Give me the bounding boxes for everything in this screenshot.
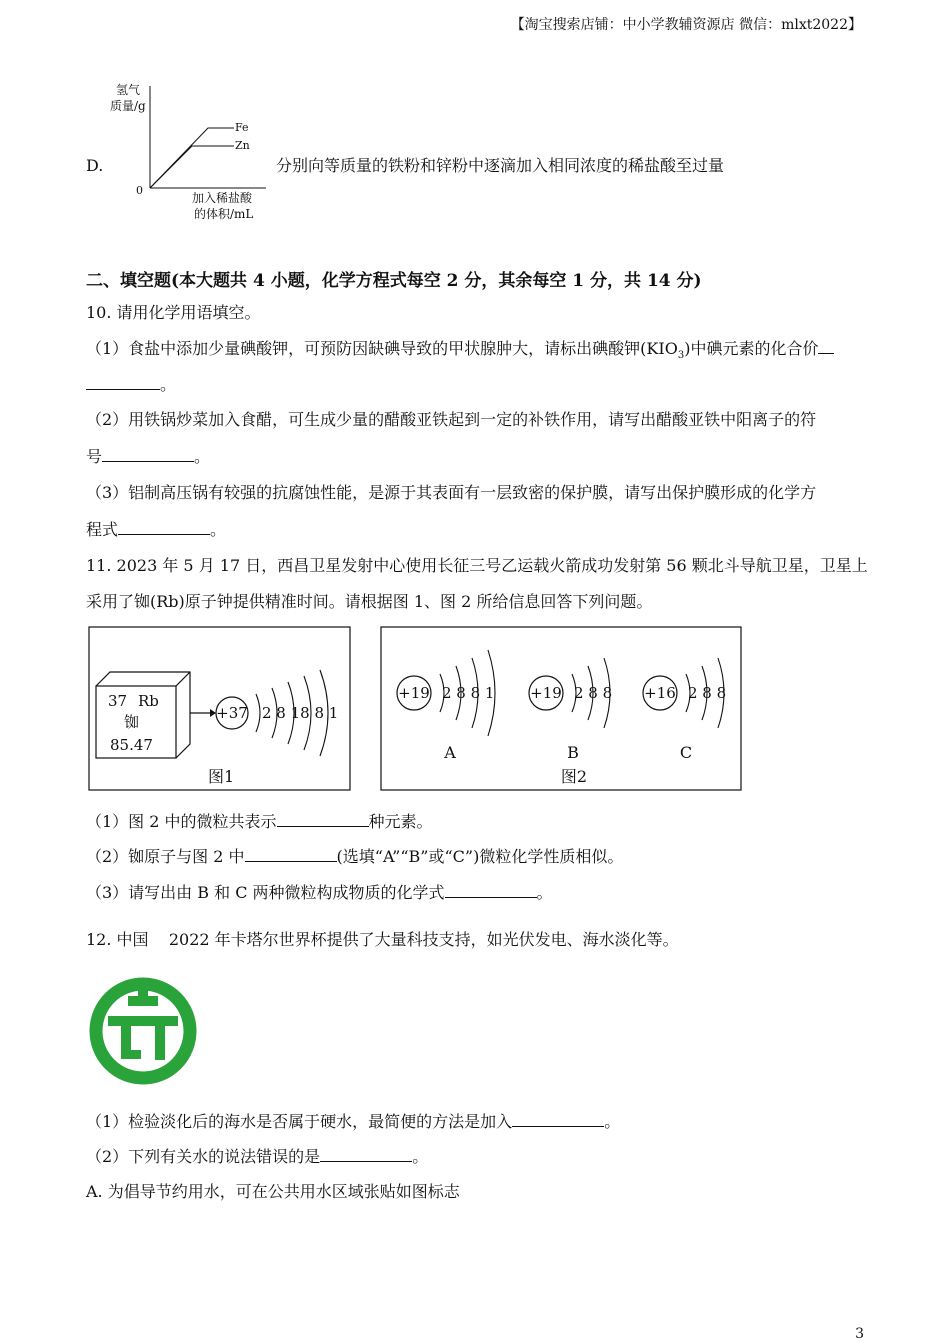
particle-c-nucleus-text: +16 [644,684,676,702]
figure-1-caption: 图1 [208,767,235,786]
rb-nucleus-text: +37 [216,704,248,722]
graph-label-fe: Fe [235,121,249,134]
q11-line2: 采用了铷(Rb)原子钟提供精准时间。请根据图 1、图 2 所给信息回答下列问题。 [86,592,653,611]
q11-sub1 [86,812,433,832]
figure-1 [88,626,352,792]
q10-part1-subscript: 3 [677,350,685,362]
element-name: 铷 [124,713,140,731]
q10-part1-end: 。 [160,375,177,394]
q12-stem: 12. 中国 2022 年卡塔尔世界杯提供了大量科技支持，如光伏发电、海水淡化等。 [86,930,679,949]
graph-y-label-2: 质量/g [110,99,146,113]
particle-c-shells: 2 8 8 [688,684,727,702]
q10-stem: 10. 请用化学用语填空。 [86,303,261,322]
q10-part2-line1: （2）用铁锅炒菜加入食醋，可生成少量的醋酸亚铁起到一定的补铁作用，请写出醋酸亚铁中阳离子的符 [86,410,817,429]
section-title: 二、填空题(本大题共 4 小题，化学方程式每空 2 分，其余每空 1 分，共 14 分) [86,271,702,291]
q12-sub2-text-b: 。 [412,1147,429,1166]
option-d-description: 分别向等质量的铁粉和锌粉中逐滴加入相同浓度的稀盐酸至过量 [276,156,725,175]
q10-part3-line2 [86,520,226,540]
particle-a-shells: 2 8 8 1 [442,684,495,702]
q11-sub3-blank[interactable] [445,883,537,898]
page-number: 3 [855,1326,864,1342]
q11-sub3 [86,883,553,903]
q10-part1-text-b: )中碘元素的化合价 [684,339,819,358]
particle-b-shells: 2 8 8 [574,684,613,702]
option-d-label: D. [86,156,104,175]
q10-part1-line2 [86,375,176,395]
q10-part2-line2 [86,447,210,467]
q11-sub1-text-b: 种元素。 [368,812,433,831]
option-d-graph [106,80,266,225]
particle-b-label: B [567,743,579,762]
q11-sub1-blank[interactable] [277,812,369,827]
q10-part3-start: 程式 [86,520,119,539]
q10-part3-end: 。 [210,520,227,539]
figure-2-caption: 图2 [560,767,588,786]
water-saving-logo-icon [88,976,198,1086]
graph-x-label-2: 的体积/mL [194,207,254,221]
q10-part1-line1 [86,339,834,366]
q10-part2-blank[interactable] [102,447,194,462]
header-store-text: 【淘宝搜索店铺：中小学教辅资源店 微信：mlxt2022】 [510,17,862,33]
graph-line-fe [150,128,234,188]
q11-sub2 [86,847,623,867]
q11-sub2-text-a: （2）铷原子与图 2 中 [86,847,245,866]
graph-y-label-1: 氢气 [116,83,141,97]
particle-a-nucleus-text: +19 [398,684,430,702]
q12-sub1-text-b: 。 [604,1112,621,1131]
q12-sub1-blank[interactable] [512,1112,604,1127]
q11-sub2-text-b: (选填“A”“B”或“C”)微粒化学性质相似。 [336,847,624,866]
q10-part1-blank[interactable] [86,375,160,390]
element-symbol: Rb [138,692,159,710]
q10-part3-line1: （3）铝制高压锅有较强的抗腐蚀性能，是源于其表面有一层致密的保护膜，请写出保护膜形成的化学方 [86,483,817,502]
particle-b-nucleus-text: +19 [530,684,562,702]
q11-sub2-blank[interactable] [245,847,337,862]
q12-sub2-blank[interactable] [320,1147,412,1162]
rb-shells: 2 8 18 8 1 [262,704,339,722]
q11-line1: 11. 2023 年 5 月 17 日，西昌卫星发射中心使用长征三号乙运载火箭成功发射第 56 颗北斗导航卫星，卫星上 [86,556,868,575]
q12-option-a: A. 为倡导节约用水，可在公共用水区域张贴如图标志 [86,1182,460,1201]
q10-part2-end: 。 [194,447,211,466]
q11-sub3-text-a: （3）请写出由 B 和 C 两种微粒构成物质的化学式 [86,883,445,902]
graph-line-zn [150,146,234,188]
graph-origin: 0 [136,184,143,197]
q12-sub1-text-a: （1）检验淡化后的海水是否属于硬水，最简便的方法是加入 [86,1112,513,1131]
arrow-head [210,709,216,717]
graph-label-zn: Zn [235,139,250,152]
q10-part1-blank-start[interactable] [818,339,834,354]
q11-sub3-text-b: 。 [536,883,553,902]
element-mass: 85.47 [110,736,153,754]
q10-part2-start: 号 [86,447,103,466]
q12-sub1 [86,1112,620,1132]
figure-2 [380,626,744,792]
q12-sub2-text-a: （2）下列有关水的说法错误的是 [86,1147,321,1166]
particle-a-label: A [444,743,456,762]
q12-sub2 [86,1147,428,1167]
graph-x-label-1: 加入稀盐酸 [192,191,253,205]
q11-sub1-text-a: （1）图 2 中的微粒共表示 [86,812,277,831]
particle-c-label: C [679,743,693,762]
q10-part1-text-a: （1）食盐中添加少量碘酸钾，可预防因缺碘导致的甲状腺肿大，请标出碘酸钾(KIO [86,339,678,358]
element-number: 37 [108,692,128,710]
q10-part3-blank[interactable] [118,520,210,535]
